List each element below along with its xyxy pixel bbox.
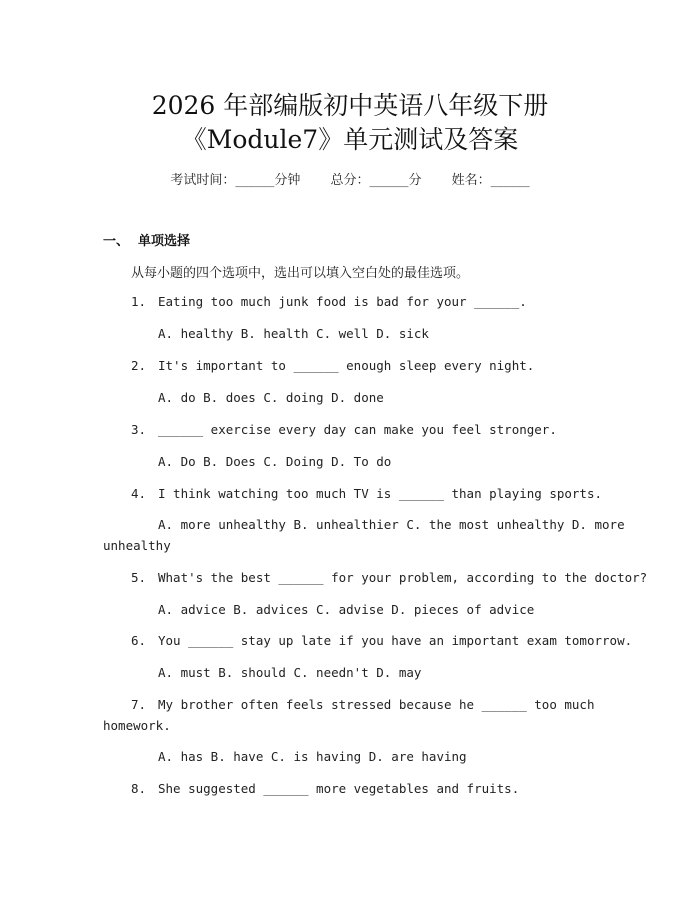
question-7 [131, 697, 595, 712]
question-text: I think watching too much TV is ______ than playing sports. [158, 486, 603, 501]
question-number: 8. [131, 781, 147, 796]
section-heading: 单项选择 [138, 234, 191, 249]
question-number: 7. [131, 697, 147, 712]
student-name-field: 姓名：______ [451, 173, 530, 188]
document-title-line-2: 《Module7》单元测试及答案 [181, 125, 519, 154]
question-7-text-line-2: homework. [103, 718, 171, 733]
exam-score-field: 总分：______分 [330, 173, 422, 188]
question-text: It's important to ______ enough sleep every night. [158, 358, 535, 373]
question-7-options: A. has B. have C. is having D. are having [158, 749, 467, 764]
question-1 [131, 294, 527, 309]
question-text: She suggested ______ more vegetables and fruits. [158, 781, 520, 796]
question-number: 4. [131, 486, 147, 501]
question-number: 3. [131, 422, 147, 437]
question-8 [131, 781, 519, 796]
question-2 [131, 358, 534, 373]
question-text: You ______ stay up late if you have an important exam tomorrow. [158, 633, 633, 648]
exam-meta [0, 169, 700, 188]
question-5-options: A. advice B. advices C. advise D. pieces of advice [158, 602, 535, 617]
question-3-options: A. Do B. Does C. Doing D. To do [158, 454, 392, 469]
question-6-options: A. must B. should C. needn't D. may [158, 665, 422, 680]
question-5 [131, 570, 647, 585]
question-6 [131, 633, 632, 648]
question-text: ______ exercise every day can make you feel stronger. [158, 422, 557, 437]
question-number: 2. [131, 358, 147, 373]
question-number: 6. [131, 633, 147, 648]
question-text-line-1: My brother often feels stressed because he ______ too much [158, 697, 595, 712]
question-number: 5. [131, 570, 147, 585]
section-number: 一、 [103, 234, 130, 249]
question-text: What's the best ______ for your problem, according to the doctor? [158, 570, 648, 585]
question-number: 1. [131, 294, 147, 309]
question-2-options: A. do B. does C. doing D. done [158, 390, 384, 405]
question-4 [131, 486, 602, 501]
question-3 [131, 422, 557, 437]
section-instruction: 从每小题的四个选项中，选出可以填入空白处的最佳选项。 [131, 266, 470, 281]
question-text: Eating too much junk food is bad for your ______. [158, 294, 527, 309]
question-4-options-line-2: unhealthy [103, 538, 171, 553]
exam-time-field: 考试时间：______分钟 [170, 173, 301, 188]
document-title-line-1: 2026 年部编版初中英语八年级下册 [151, 91, 549, 120]
question-1-options: A. healthy B. health C. well D. sick [158, 326, 429, 341]
question-4-options-line-1: A. more unhealthy B. unhealthier C. the most unhealthy D. more [158, 517, 625, 532]
